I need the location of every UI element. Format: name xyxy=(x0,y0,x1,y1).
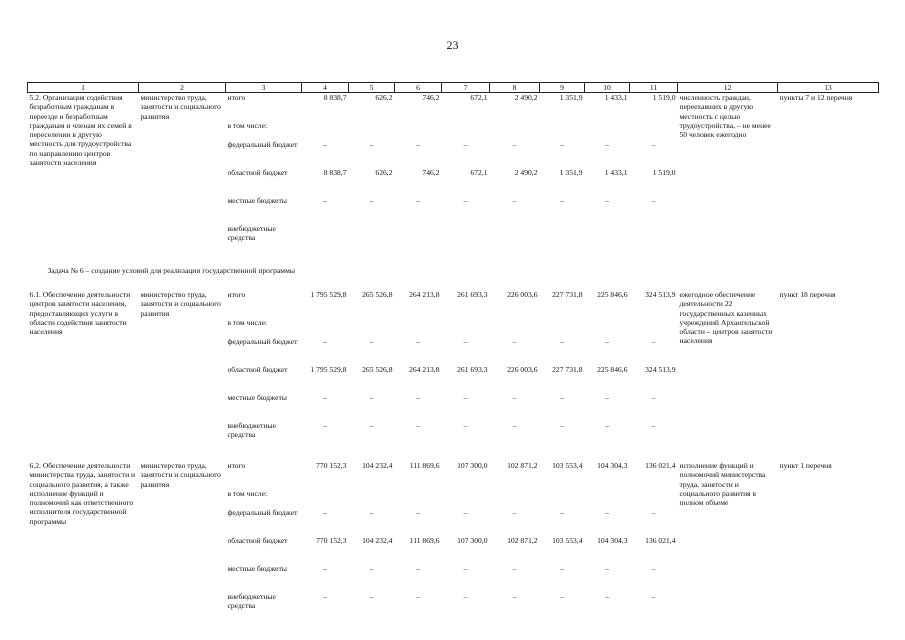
funding-value xyxy=(302,121,349,140)
funding-value: – xyxy=(463,592,468,601)
funding-value: – xyxy=(416,592,420,601)
funding-value xyxy=(490,224,540,252)
funding-value xyxy=(349,224,395,252)
task-heading: Задача № 6 – создание условий для реализации государственной программы xyxy=(47,266,295,276)
funding-value: – xyxy=(651,592,656,601)
funding-value xyxy=(540,318,585,337)
funding-value: – xyxy=(560,393,564,402)
funding-value: – xyxy=(651,337,656,346)
funding-value: – xyxy=(369,196,374,205)
activity-name: 5.2. Организация содействия безработным гражданам в переезде и безработным гражданам и членам их семей в переселении в другую местность для трудоустройства по направлению центров занятости населения xyxy=(29,93,132,167)
funding-value xyxy=(302,318,349,337)
funding-value: – xyxy=(416,508,420,517)
funding-value xyxy=(490,121,540,140)
funding-value: – xyxy=(323,393,327,402)
funding-source: местные бюджеты xyxy=(227,564,287,573)
funding-value xyxy=(630,121,678,140)
column-number-11: 11 xyxy=(630,83,678,93)
funding-source: местные бюджеты xyxy=(227,196,287,205)
funding-value xyxy=(630,318,678,337)
funding-value xyxy=(395,318,442,337)
funding-value: 672,1 xyxy=(470,93,488,102)
funding-value: 102 871,2 xyxy=(507,536,538,545)
funding-value xyxy=(540,121,585,140)
responsible-executor: министерство труда, занятости и социального развития xyxy=(140,290,221,318)
funding-value: – xyxy=(463,140,468,149)
funding-value xyxy=(442,121,490,140)
funding-value: 8 838,7 xyxy=(323,93,347,102)
funding-value xyxy=(540,489,585,508)
indicator-link: пункт 18 перечня xyxy=(779,290,836,299)
funding-value: – xyxy=(605,337,609,346)
funding-value: – xyxy=(512,393,517,402)
funding-value: – xyxy=(369,508,374,517)
funding-value: – xyxy=(651,140,656,149)
funding-value: – xyxy=(605,393,609,402)
funding-value xyxy=(349,121,395,140)
funding-value: 104 304,3 xyxy=(597,461,628,470)
funding-value: – xyxy=(369,337,374,346)
funding-source: областной бюджет xyxy=(227,168,288,177)
funding-value: – xyxy=(323,196,327,205)
page-number: 23 xyxy=(446,38,459,52)
funding-value: – xyxy=(416,337,420,346)
funding-value: 1 795 529,8 xyxy=(310,290,347,299)
column-number-2: 2 xyxy=(139,83,226,93)
funding-value: 261 693,3 xyxy=(457,365,488,374)
funding-value: – xyxy=(512,592,517,601)
funding-source: в том числе: xyxy=(227,318,268,327)
funding-source: областной бюджет xyxy=(227,536,288,545)
funding-value: – xyxy=(463,421,468,430)
funding-value: 770 152,3 xyxy=(316,461,347,470)
funding-value: – xyxy=(416,393,420,402)
funding-source: местные бюджеты xyxy=(227,393,287,402)
funding-value: – xyxy=(416,196,420,205)
funding-value: – xyxy=(605,140,609,149)
responsible-executor: министерство труда, занятости и социального развития xyxy=(140,461,221,489)
funding-row xyxy=(28,290,879,318)
funding-value: 626,2 xyxy=(375,93,393,102)
funding-value xyxy=(395,489,442,508)
column-number-12: 12 xyxy=(678,83,778,93)
funding-value: 8 838,7 xyxy=(323,168,347,177)
funding-value: 265 526,8 xyxy=(362,290,393,299)
funding-value: – xyxy=(323,508,327,517)
responsible-executor: министерство труда, занятости и социального развития xyxy=(140,93,221,121)
funding-value xyxy=(490,318,540,337)
funding-value: 103 553,4 xyxy=(552,536,583,545)
funding-value: – xyxy=(463,508,468,517)
funding-value xyxy=(395,121,442,140)
funding-value xyxy=(585,489,630,508)
funding-value xyxy=(302,224,349,252)
column-number-header xyxy=(28,83,879,93)
funding-value: 672,1 xyxy=(470,168,488,177)
funding-row xyxy=(28,93,879,122)
funding-value: – xyxy=(651,421,656,430)
funding-value: 626,2 xyxy=(375,168,393,177)
funding-value xyxy=(490,489,540,508)
funding-source: в том числе: xyxy=(227,489,268,498)
funding-source: федеральный бюджет xyxy=(227,337,298,346)
funding-value: – xyxy=(323,592,327,601)
column-number-7: 7 xyxy=(442,83,490,93)
funding-source: итого xyxy=(227,461,246,470)
expected-result: численность граждан, переехавших в другую местность с целью трудоустройства, – не менее 50 человек ежегодно xyxy=(679,93,771,139)
funding-value: – xyxy=(369,140,374,149)
funding-source: внебюджетные средства xyxy=(227,592,276,611)
funding-value: – xyxy=(416,140,420,149)
funding-value: 226 003,6 xyxy=(507,290,538,299)
activity-name: 6.1. Обеспечение деятельности центров занятости населения, предоставляющих услуги в области содействия занятости населения xyxy=(29,290,131,336)
funding-value: – xyxy=(560,508,564,517)
funding-value: 136 021,4 xyxy=(645,536,676,545)
funding-value: – xyxy=(323,140,327,149)
funding-source: итого xyxy=(227,93,246,102)
program-activities-table xyxy=(27,82,879,620)
funding-value: 1 433,1 xyxy=(604,93,628,102)
funding-value: 103 553,4 xyxy=(552,461,583,470)
indicator-link: пункт 1 перечня xyxy=(779,461,832,470)
funding-value: – xyxy=(651,196,656,205)
column-number-9: 9 xyxy=(540,83,585,93)
funding-value: 111 869,6 xyxy=(409,461,440,470)
funding-value: 226 003,6 xyxy=(507,365,538,374)
funding-value: 1 351,9 xyxy=(559,93,583,102)
funding-value: – xyxy=(560,196,564,205)
funding-value: – xyxy=(560,140,564,149)
funding-value: 104 232,4 xyxy=(362,536,393,545)
funding-value xyxy=(442,489,490,508)
funding-value: – xyxy=(369,564,374,573)
funding-value: 2 490,2 xyxy=(514,168,538,177)
funding-value: 264 213,8 xyxy=(409,365,440,374)
funding-value: 225 846,6 xyxy=(597,365,628,374)
column-number-3: 3 xyxy=(226,83,302,93)
column-number-13: 13 xyxy=(778,83,879,93)
funding-value: – xyxy=(651,564,656,573)
funding-value xyxy=(585,318,630,337)
funding-value: 2 490,2 xyxy=(514,93,538,102)
funding-value: – xyxy=(605,592,609,601)
funding-value: 265 526,8 xyxy=(362,365,393,374)
funding-value: 136 021,4 xyxy=(645,461,676,470)
funding-value: 1 519,0 xyxy=(652,93,676,102)
funding-value: – xyxy=(369,592,374,601)
funding-row xyxy=(28,461,879,489)
funding-value: 104 232,4 xyxy=(362,461,393,470)
funding-value: 227 731,8 xyxy=(552,290,583,299)
funding-value: 746,2 xyxy=(422,168,440,177)
funding-value: 770 152,3 xyxy=(316,536,347,545)
funding-value: 104 304,3 xyxy=(597,536,628,545)
funding-value xyxy=(349,318,395,337)
funding-value xyxy=(585,121,630,140)
funding-value: 111 869,6 xyxy=(409,536,440,545)
indicator-link: пункты 7 и 12 перечня xyxy=(779,93,853,102)
funding-value xyxy=(349,489,395,508)
funding-value: – xyxy=(651,508,656,517)
funding-value: – xyxy=(512,508,517,517)
funding-value: – xyxy=(512,564,517,573)
funding-value: – xyxy=(651,393,656,402)
funding-value: 227 731,8 xyxy=(552,365,583,374)
funding-value xyxy=(630,489,678,508)
funding-value: – xyxy=(323,421,327,430)
funding-value: – xyxy=(369,393,374,402)
funding-value: 102 871,2 xyxy=(507,461,538,470)
expected-result: ежегодное обеспечение деятельности 22 государственных казенных учреждений Архангельской области – центров занятости населения xyxy=(679,290,773,346)
funding-value: – xyxy=(323,337,327,346)
funding-value: – xyxy=(512,140,517,149)
column-number-10: 10 xyxy=(585,83,630,93)
funding-source: внебюджетные средства xyxy=(227,421,276,440)
funding-value: 261 693,3 xyxy=(457,290,488,299)
funding-source: итого xyxy=(227,290,246,299)
funding-value: – xyxy=(605,564,609,573)
spacer xyxy=(28,449,879,461)
funding-value: – xyxy=(323,564,327,573)
funding-value: 107 300,0 xyxy=(457,461,488,470)
funding-value: – xyxy=(512,421,517,430)
funding-value: 324 513,9 xyxy=(645,290,676,299)
funding-value: – xyxy=(560,564,564,573)
funding-value: – xyxy=(512,196,517,205)
funding-value: – xyxy=(416,564,420,573)
funding-source: федеральный бюджет xyxy=(227,140,298,149)
funding-value xyxy=(442,224,490,252)
activity-name: 6.2. Обеспечение деятельности министерства труда, занятости и социального развития, а также исполнение функций и полномочий как ответственного исполнителя государственной программы xyxy=(29,461,136,526)
expected-result: исполнение функций и полномочий министерства труда, занятости и социального развития в полном объеме xyxy=(679,461,766,507)
funding-value: 225 846,6 xyxy=(597,290,628,299)
funding-value: 1 519,0 xyxy=(652,168,676,177)
funding-value: 1 795 529,8 xyxy=(310,365,347,374)
funding-value: – xyxy=(512,337,517,346)
funding-value: – xyxy=(605,196,609,205)
column-number-8: 8 xyxy=(490,83,540,93)
funding-value: – xyxy=(605,421,609,430)
funding-value: 746,2 xyxy=(422,93,440,102)
funding-value: 324 513,9 xyxy=(645,365,676,374)
funding-value: – xyxy=(463,337,468,346)
funding-value: – xyxy=(605,508,609,517)
funding-value xyxy=(540,224,585,252)
funding-value: – xyxy=(463,564,468,573)
funding-value: – xyxy=(560,592,564,601)
funding-value: 264 213,8 xyxy=(409,290,440,299)
funding-value xyxy=(630,224,678,252)
column-number-6: 6 xyxy=(395,83,442,93)
funding-value: – xyxy=(560,421,564,430)
funding-source: областной бюджет xyxy=(227,365,288,374)
spacer xyxy=(28,278,879,290)
funding-value xyxy=(585,224,630,252)
column-number-1: 1 xyxy=(28,83,139,93)
funding-value xyxy=(442,318,490,337)
funding-value: 1 351,9 xyxy=(559,168,583,177)
funding-value: – xyxy=(463,196,468,205)
funding-value: – xyxy=(369,421,374,430)
funding-source: в том числе: xyxy=(227,121,268,130)
funding-value: 1 433,1 xyxy=(604,168,628,177)
funding-source: федеральный бюджет xyxy=(227,508,298,517)
funding-value: – xyxy=(560,337,564,346)
funding-value: – xyxy=(463,393,468,402)
spacer xyxy=(28,252,879,264)
funding-value: 107 300,0 xyxy=(457,536,488,545)
funding-value xyxy=(302,489,349,508)
column-number-5: 5 xyxy=(349,83,395,93)
funding-value xyxy=(395,224,442,252)
funding-value: – xyxy=(416,421,420,430)
column-number-4: 4 xyxy=(302,83,349,93)
funding-source: внебюджетные средства xyxy=(227,224,276,243)
